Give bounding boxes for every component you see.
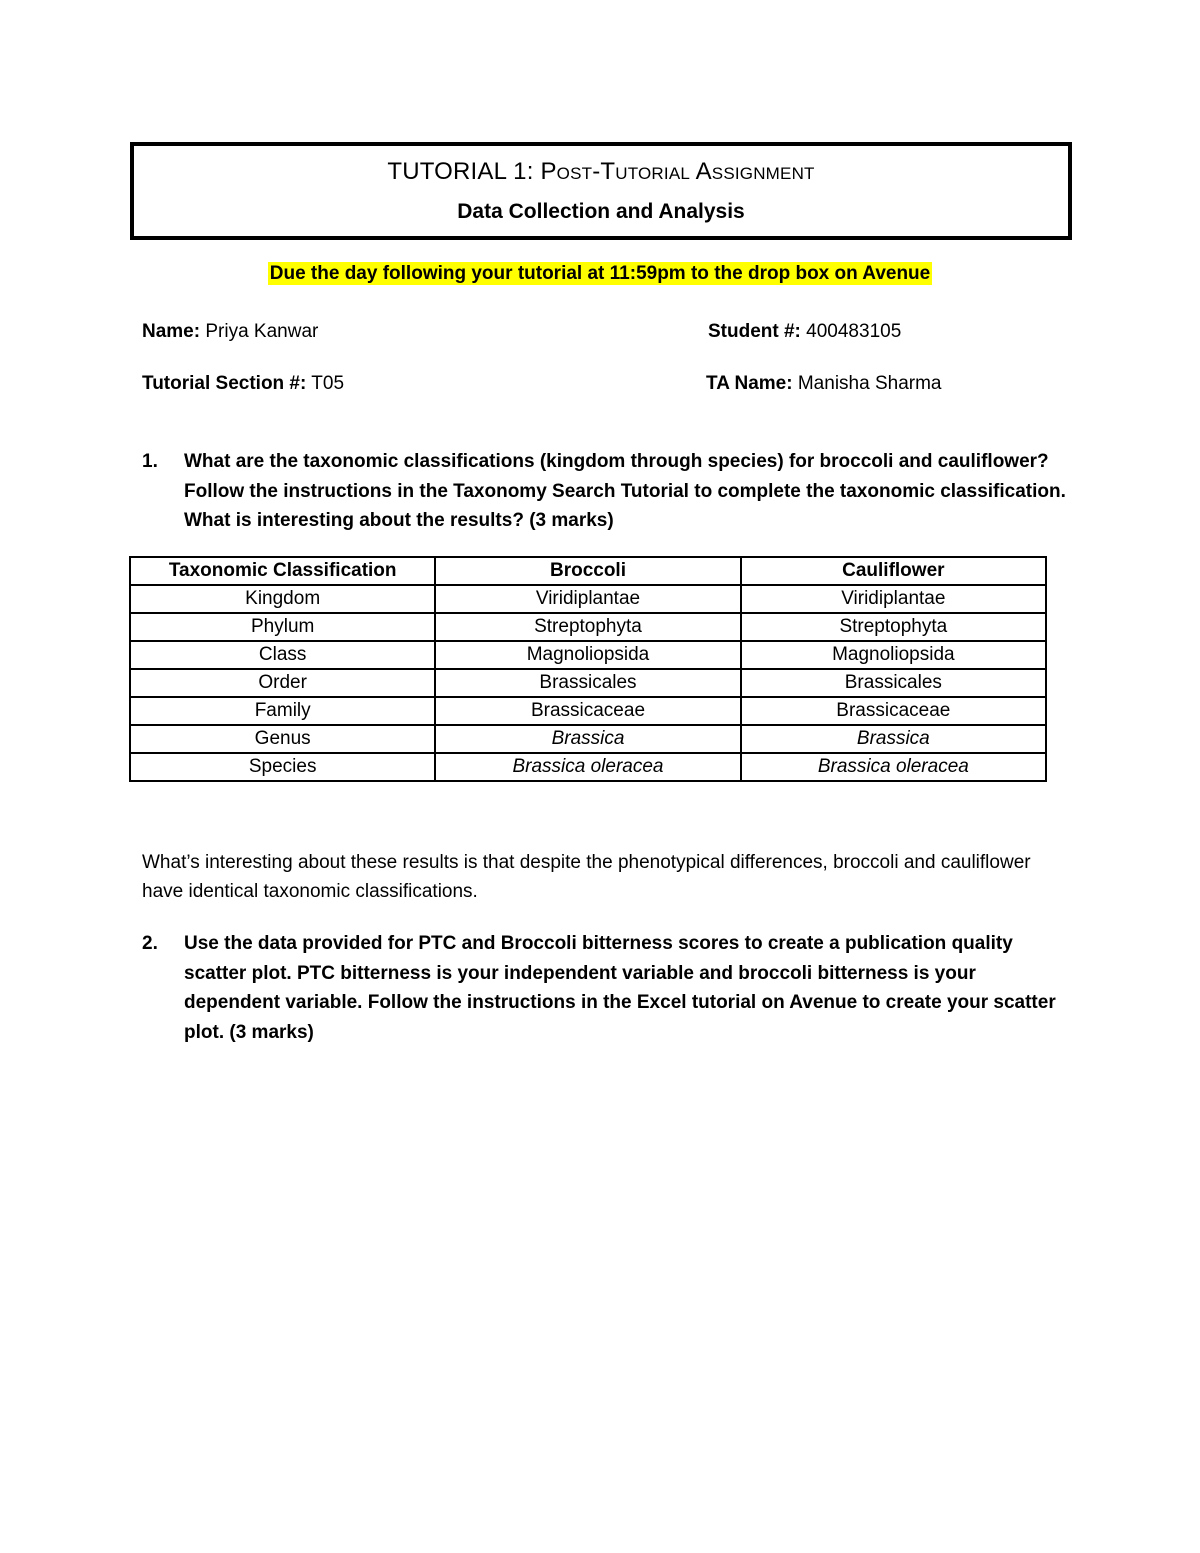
table-row <box>130 641 1046 669</box>
taxonomy-table <box>129 556 1047 782</box>
table-cell: Brassicales <box>741 669 1046 697</box>
ta-name-field <box>706 373 941 395</box>
table-header-cell: Cauliflower <box>741 557 1046 585</box>
table-cell: Brassicaceae <box>741 697 1046 725</box>
table-row <box>130 585 1046 613</box>
question-2 <box>142 929 1072 1047</box>
name-field <box>142 321 318 343</box>
table-cell: Brassica <box>741 725 1046 753</box>
title-smallcaps: Post-Tutorial Assignment <box>540 158 815 185</box>
student-number-label: Student #: <box>708 321 801 342</box>
table-row <box>130 725 1046 753</box>
table-cell: Brassica oleracea <box>741 753 1046 781</box>
question-1-number: 1. <box>142 451 158 472</box>
table-cell: Family <box>130 697 435 725</box>
name-label: Name: <box>142 321 201 342</box>
table-row <box>130 753 1046 781</box>
table-cell: Viridiplantae <box>435 585 740 613</box>
question-1 <box>142 447 1072 536</box>
table-row <box>130 669 1046 697</box>
student-number-field <box>708 321 901 343</box>
name-value: Priya Kanwar <box>200 321 319 342</box>
tutorial-section-value: T05 <box>306 373 345 394</box>
table-cell: Species <box>130 753 435 781</box>
table-cell: Class <box>130 641 435 669</box>
table-cell: Streptophyta <box>435 613 740 641</box>
question-2-number: 2. <box>142 933 158 954</box>
title-prefix: TUTORIAL 1: <box>387 158 541 185</box>
table-cell: Genus <box>130 725 435 753</box>
question-2-text: Use the data provided for PTC and Broccoli bitterness scores to create a publication quality scatter plot. PTC bitterness is your independent variable and broccoli bitterness is your dependent variable. Follow the instructions in the Excel tutorial on Avenue to create your scatter plot. (3 marks) <box>184 933 1056 1043</box>
tutorial-section-field <box>142 373 344 395</box>
document-title <box>134 158 1068 186</box>
table-cell: Magnoliopsida <box>435 641 740 669</box>
answer-1-text: What’s interesting about these results is that despite the phenotypical differences, broccoli and cauliflower have identical taxonomic classifications. <box>142 852 1031 902</box>
table-cell: Brassicales <box>435 669 740 697</box>
table-row <box>130 613 1046 641</box>
table-cell: Brassica oleracea <box>435 753 740 781</box>
ta-name-label: TA Name: <box>706 373 793 394</box>
table-header-row <box>130 557 1046 585</box>
table-cell: Brassicaceae <box>435 697 740 725</box>
table-cell: Order <box>130 669 435 697</box>
table-header-cell: Broccoli <box>435 557 740 585</box>
tutorial-section-label: Tutorial Section #: <box>142 373 307 394</box>
table-cell: Phylum <box>130 613 435 641</box>
question-1-text: What are the taxonomic classifications (kingdom through species) for broccoli and cauliflower? Follow the instructions in the Taxonomy Search Tutorial to complete the taxonomic classification. What is interesting about the results? (3 marks) <box>184 451 1066 531</box>
table-cell: Brassica <box>435 725 740 753</box>
table-cell: Streptophyta <box>741 613 1046 641</box>
table-cell: Magnoliopsida <box>741 641 1046 669</box>
due-notice-text: Due the day following your tutorial at 11:59pm to the drop box on Avenue <box>269 263 931 284</box>
table-header-cell: Taxonomic Classification <box>130 557 435 585</box>
table-cell: Viridiplantae <box>741 585 1046 613</box>
table-row <box>130 697 1046 725</box>
due-notice <box>0 263 1200 285</box>
table-cell: Kingdom <box>130 585 435 613</box>
document-subtitle: Data Collection and Analysis <box>457 200 745 223</box>
ta-name-value: Manisha Sharma <box>792 373 942 394</box>
student-number-value: 400483105 <box>800 321 902 342</box>
title-box <box>130 142 1072 240</box>
